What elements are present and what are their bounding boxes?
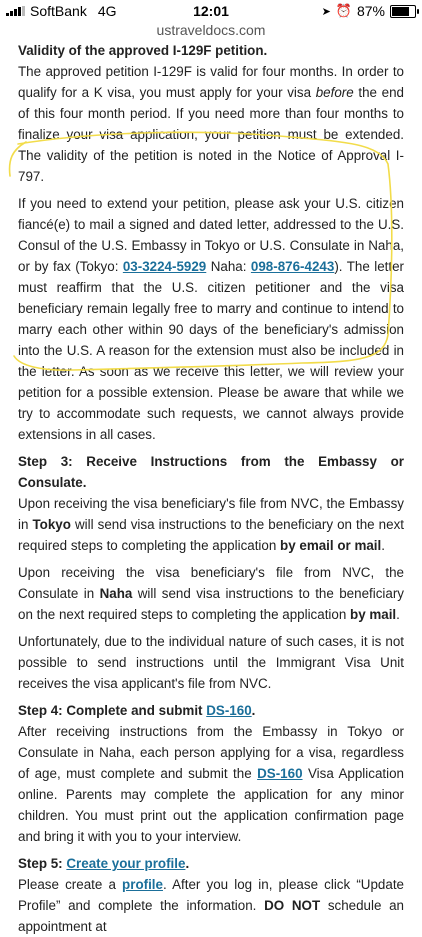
text-emphasis: before [315, 85, 354, 100]
network-label: 4G [97, 3, 117, 19]
location-icon: ➤ [321, 5, 331, 18]
step3-note-paragraph: Unfortunately, due to the individual nature of such cases, it is not possible to send instructions until the Immigrant Visa Unit receives the visa applicant's file from NVC. [18, 634, 404, 691]
text-segment: . [381, 538, 385, 553]
text-segment: the end of this four month period. If you need more than four months to finalize your visa application, your petition must be extended. The validity of the petition is noted in the Notice of Approval I-797. [18, 85, 404, 184]
step4-paragraph [18, 721, 404, 847]
validity-paragraph [18, 61, 404, 187]
text-segment: . After you log in, please click “Update Profile” and complete the information. [18, 877, 404, 913]
text-bold: by email or mail [280, 538, 382, 553]
text-segment: schedule an appointment at [18, 898, 405, 934]
text-segment: ). The letter must reaffirm that the U.S. citizen petitioner and the visa beneficiary remain legally free to marry and continue to intend to marry each other within 90 days of the beneficiary's admission into the U.S. A reason for the extension must also be included in the letter. As soon as we receive this letter, we will review your petition for a possible extension. Please be aware that while we try to accommodate such requests, we cannot always provide extensions in all cases. [18, 259, 404, 442]
text-segment: Upon receiving the visa beneficiary's file from NVC, the Embassy in [18, 496, 404, 532]
text-bold: Naha [99, 586, 133, 601]
text-segment: Step 4: Complete and submit [18, 703, 207, 718]
text-segment: Naha: [206, 259, 251, 274]
ds160-link[interactable]: DS-160 [257, 766, 303, 781]
text-bold: by mail [350, 607, 397, 622]
text-segment: If you need to extend your petition, please ask your U.S. citizen fiancé(e) to mail a signed and dated letter, addressed to the U.S. Consul of the U.S. Embassy in Tokyo or U.S. Consulate in Naha, or by fax (Tokyo: [18, 196, 404, 274]
text-segment: will send visa instructions to the beneficiary on the next required steps to completing the application [18, 586, 404, 622]
text-segment: Visa Application online. Parents may complete the application for any minor children. You must print out the application confirmation page and bring it with you to your interview. [18, 766, 404, 844]
fax-naha-link[interactable]: 098-876-4243 [250, 259, 335, 274]
battery-percent: 87% [356, 3, 385, 19]
text-segment: . [251, 703, 256, 718]
text-segment: Step 5: [18, 856, 67, 871]
validity-heading: Validity of the approved I-129F petition. [18, 43, 268, 58]
text-bold: Tokyo [32, 517, 71, 532]
status-bar [0, 0, 422, 22]
text-segment: will send visa instructions to the beneficiary on the next required steps to completing the application [18, 517, 404, 553]
text-segment: The approved petition I-129F is valid for four months. In order to qualify for a K visa, you must apply for your visa [18, 64, 404, 100]
text-segment: Please create a [18, 877, 123, 892]
alarm-icon: ⏰ [335, 3, 352, 18]
ds160-heading-link[interactable]: DS-160 [206, 703, 252, 718]
page-content [18, 40, 404, 937]
carrier-label: SoftBank [30, 3, 87, 19]
text-segment: After receiving instructions from the Embassy in Tokyo or Consulate in Naha, each person applying for a visa, regardless of age, must complete and submit the [18, 724, 404, 781]
battery-fill [392, 7, 409, 16]
step3-tokyo-paragraph [18, 493, 404, 556]
status-right [322, 3, 416, 19]
step3-naha-paragraph [18, 562, 404, 625]
clock: 12:01 [193, 3, 229, 19]
extension-paragraph [18, 193, 404, 445]
text-segment: Upon receiving the visa beneficiary's file from NVC, the Consulate in [18, 565, 404, 601]
text-segment: . [185, 856, 190, 871]
step5-paragraph [18, 874, 404, 937]
profile-link[interactable]: profile [122, 877, 163, 892]
step3-heading: Step 3: Receive Instructions from the Embassy or Consulate. [18, 454, 404, 490]
fax-tokyo-link[interactable]: 03-3224-5929 [122, 259, 207, 274]
step5-heading [18, 853, 404, 874]
step4-heading [18, 700, 404, 721]
create-profile-link[interactable]: Create your profile [66, 856, 186, 871]
battery-icon [390, 5, 416, 18]
text-bold: DO NOT [264, 898, 321, 913]
address-bar[interactable]: ustraveldocs.com [156, 22, 266, 38]
text-segment: . [396, 607, 400, 622]
